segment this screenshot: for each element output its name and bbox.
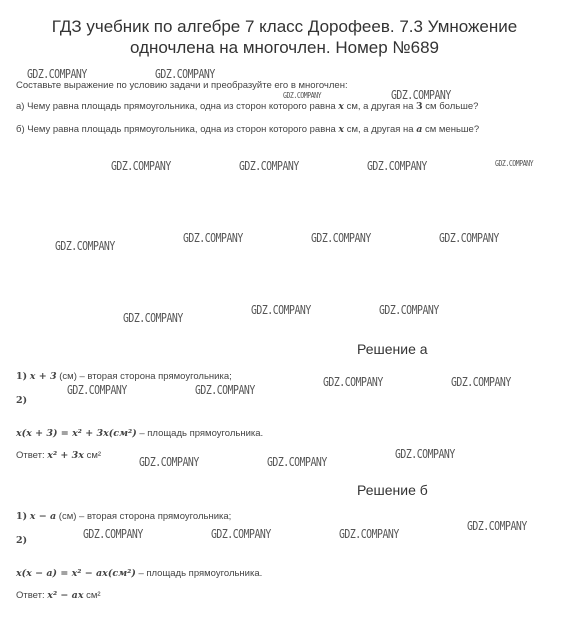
solution-b-answer: Ответ: x² − ax см² — [16, 590, 101, 601]
solution-a-heading: Решение а — [357, 341, 428, 357]
watermark: GDZ.COMPANY — [379, 303, 439, 317]
solution-a-area: x(x + 3) = x² + 3x(см²) – площадь прямоугольника. — [16, 428, 264, 439]
page-title — [0, 16, 569, 58]
watermark: GDZ.COMPANY — [195, 383, 255, 397]
solution-b-step-2: 2) — [16, 535, 28, 546]
watermark: GDZ.COMPANY — [267, 455, 327, 469]
watermark: GDZ.COMPANY — [183, 231, 243, 245]
watermark: GDZ.COMPANY — [27, 67, 87, 81]
watermark: GDZ.COMPANY — [111, 159, 171, 173]
solution-a-step-2: 2) — [16, 395, 28, 406]
task-part-b: б) Чему равна площадь прямоугольника, одна из сторон которого равна x см, а другая на a см меньше? — [16, 124, 480, 135]
task-part-a: а) Чему равна площадь прямоугольника, одна из сторон которого равна x см, а другая на 3 см больше? — [16, 101, 479, 112]
watermark: GDZ.COMPANY — [239, 159, 299, 173]
watermark: GDZ.COMPANY — [139, 455, 199, 469]
title-line-2: одночлена на многочлен. Номер №689 — [130, 38, 439, 57]
solution-b-heading: Решение б — [357, 482, 428, 498]
watermark: GDZ.COMPANY — [283, 91, 322, 100]
watermark: GDZ.COMPANY — [211, 527, 271, 541]
watermark: GDZ.COMPANY — [451, 375, 511, 389]
solution-a-answer: Ответ: x² + 3x см² — [16, 450, 102, 461]
watermark: GDZ.COMPANY — [367, 159, 427, 173]
watermark: GDZ.COMPANY — [395, 447, 455, 461]
title-line-1: ГДЗ учебник по алгебре 7 класс Дорофеев. 7.3 Умножение — [51, 17, 518, 36]
watermark: GDZ.COMPANY — [391, 88, 451, 102]
solution-a-step-1: 1) x + 3 (см) – вторая сторона прямоугольника; — [16, 371, 232, 382]
watermark: GDZ.COMPANY — [311, 231, 371, 245]
task-intro: Составьте выражение по условию задачи и преобразуйте его в многочлен: — [16, 80, 348, 91]
watermark: GDZ.COMPANY — [123, 311, 183, 325]
solution-b-step-1: 1) x − a (см) – вторая сторона прямоугольника; — [16, 511, 232, 522]
watermark: GDZ.COMPANY — [155, 67, 215, 81]
solution-b-area: x(x − a) = x² − ax(см²) – площадь прямоугольника. — [16, 568, 263, 579]
watermark: GDZ.COMPANY — [339, 527, 399, 541]
watermark: GDZ.COMPANY — [67, 383, 127, 397]
watermark: GDZ.COMPANY — [55, 239, 115, 253]
watermark: GDZ.COMPANY — [467, 519, 527, 533]
watermark: GDZ.COMPANY — [439, 231, 499, 245]
watermark: GDZ.COMPANY — [495, 159, 534, 168]
watermark: GDZ.COMPANY — [251, 303, 311, 317]
watermark: GDZ.COMPANY — [83, 527, 143, 541]
watermark: GDZ.COMPANY — [323, 375, 383, 389]
